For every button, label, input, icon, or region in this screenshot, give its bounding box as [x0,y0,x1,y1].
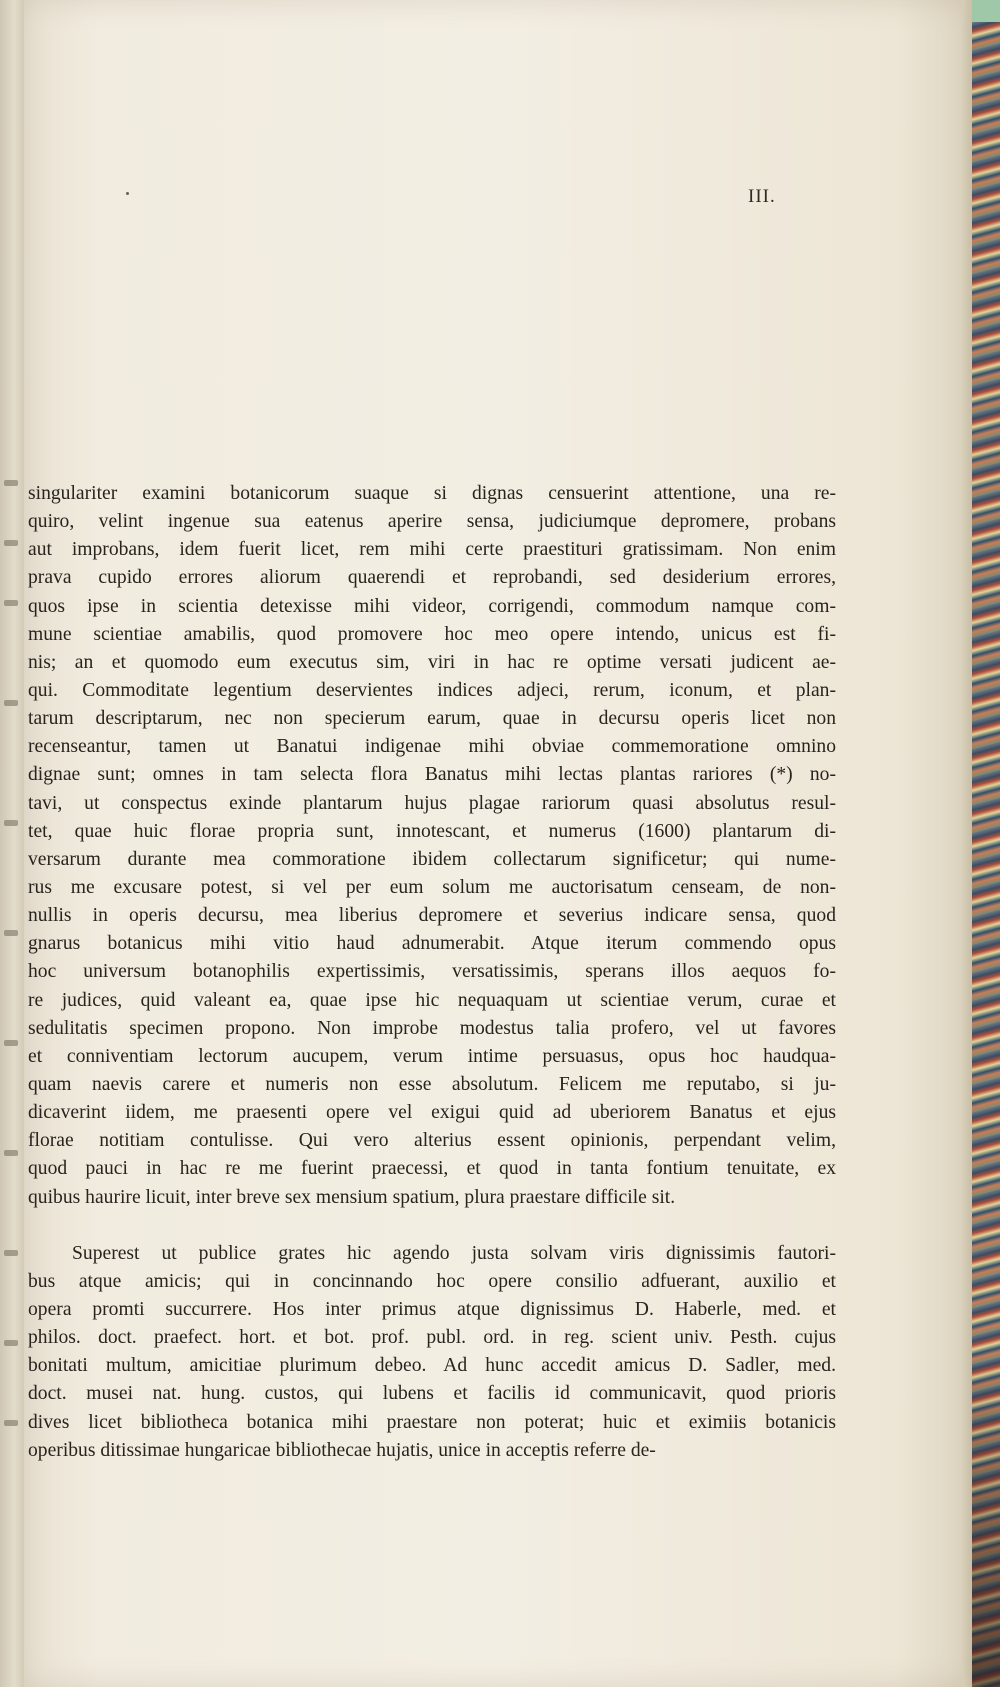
ink-speck [126,192,129,195]
text-line: tarum descriptarum, nec non specierum earum, quae in decursu operis licet non [28,708,836,730]
bleed-mark [4,1340,18,1346]
text-line: recenseantur, tamen ut Banatui indigenae mihi obviae commemoratione omnino [28,736,836,758]
text-line: florae notitiam contulisse. Qui vero alterius essent opinionis, perpendant velim, [28,1130,836,1152]
text-line: dicaverint iidem, me praesenti opere vel exigui quid ad uberiorem Banatus et ejus [28,1102,836,1124]
text-line: versarum durante mea commoratione ibidem collectarum significetur; qui nume- [28,848,836,870]
bleed-mark [4,930,18,936]
page-number: III. [748,186,776,207]
text-line: mune scientiae amabilis, quod promovere hoc meo opere intendo, unicus est fi- [28,623,836,645]
text-line: quiro, velint ingenue sua eatenus aperire sensa, judiciumque depromere, probans [28,511,836,533]
bleed-mark [4,700,18,706]
text-line: quod pauci in hac re me fuerint praecessi, et quod in tanta fontium tenuitate, ex [28,1158,836,1180]
bleed-mark [4,1420,18,1426]
paragraph-1 [28,480,836,1212]
bleed-mark [4,600,18,606]
text-line: operibus ditissimae hungaricae bibliothecae hujatis, unice in acceptis referre de- [28,1439,656,1461]
text-line: rus me excusare potest, si vel per eum solum me auctorisatum censeam, de non- [28,876,836,898]
text-line: Superest ut publice grates hic agendo justa solvam viris dignissimis fautori- [72,1242,836,1264]
text-line: gnarus botanicus mihi vitio haud adnumerabit. Atque iterum commendo opus [28,933,836,955]
text-line: quam naevis carere et numeris non esse absolutum. Felicem me reputabo, si ju- [28,1073,836,1095]
paragraph-spacer [28,1212,836,1240]
bleed-mark [4,1040,18,1046]
text-line: aut improbans, idem fuerit licet, rem mihi certe praestituri gratissimam. Non enim [28,539,836,561]
bleed-mark [4,540,18,546]
text-line: singulariter examini botanicorum suaque si dignas censuerint attentione, una re- [28,483,836,504]
body-text [28,480,836,1465]
bleed-mark [4,480,18,486]
bleed-mark [4,1250,18,1256]
text-line: dignae sunt; omnes in tam selecta flora Banatus mihi lectas plantas rariores (*) no- [28,764,836,786]
adjacent-page-edge [0,0,25,1687]
bleed-mark [4,1150,18,1156]
text-line: philos. doct. praefect. hort. et bot. prof. publ. ord. in reg. scient univ. Pesth. cujus [28,1327,836,1349]
text-line: tavi, ut conspectus exinde plantarum hujus plagae rariorum quasi absolutus resul- [28,792,836,814]
text-line: opera promti succurrere. Hos inter primus atque dignissimus D. Haberle, med. et [28,1298,836,1320]
text-line: nis; an et quomodo eum executus sim, viri in hac re optime versati judicent ae- [28,651,836,673]
text-line: et conniventiam lectorum aucupem, verum intime persuasus, opus hoc haudqua- [28,1045,836,1067]
text-line: nullis in operis decursu, mea liberius depromere et severius indicare sensa, quod [28,905,836,927]
text-line: qui. Commoditate legentium deservientes indices adjeci, rerum, iconum, et plan- [28,679,836,701]
book-page [24,0,972,1687]
text-line: bus atque amicis; qui in concinnando hoc opere consilio adfuerant, auxilio et [28,1270,836,1292]
text-line: prava cupido errores aliorum quaerendi et reprobandi, sed desiderium errores, [28,567,836,589]
text-line: sedulitatis specimen propono. Non improbe modestus talia profero, vel ut favores [28,1017,836,1039]
text-line: hoc universum botanophilis expertissimis, versatissimis, sperans illos aequos fo- [28,961,836,983]
text-line: bonitati multum, amicitiae plurimum debeo. Ad hunc accedit amicus D. Sadler, med. [28,1355,836,1377]
text-line: quos ipse in scientia detexisse mihi videor, corrigendi, commodum namque com- [28,595,836,617]
paragraph-2 [28,1240,836,1465]
text-line: doct. musei nat. hung. custos, qui lubens et facilis id communicavit, quod prioris [28,1383,836,1405]
page-fore-edge [962,0,972,1687]
text-line: tet, quae huic florae propria sunt, innotescant, et numerus (1600) plantarum di- [28,820,836,842]
text-line: dives licet bibliotheca botanica mihi praestare non poterat; huic et eximiis botanicis [28,1411,836,1433]
bleed-mark [4,820,18,826]
text-line: quibus haurire licuit, inter breve sex mensium spatium, plura praestare difficile sit. [28,1186,676,1208]
text-line: re judices, quid valeant ea, quae ipse hic nequaquam ut scientiae verum, curae et [28,989,836,1011]
